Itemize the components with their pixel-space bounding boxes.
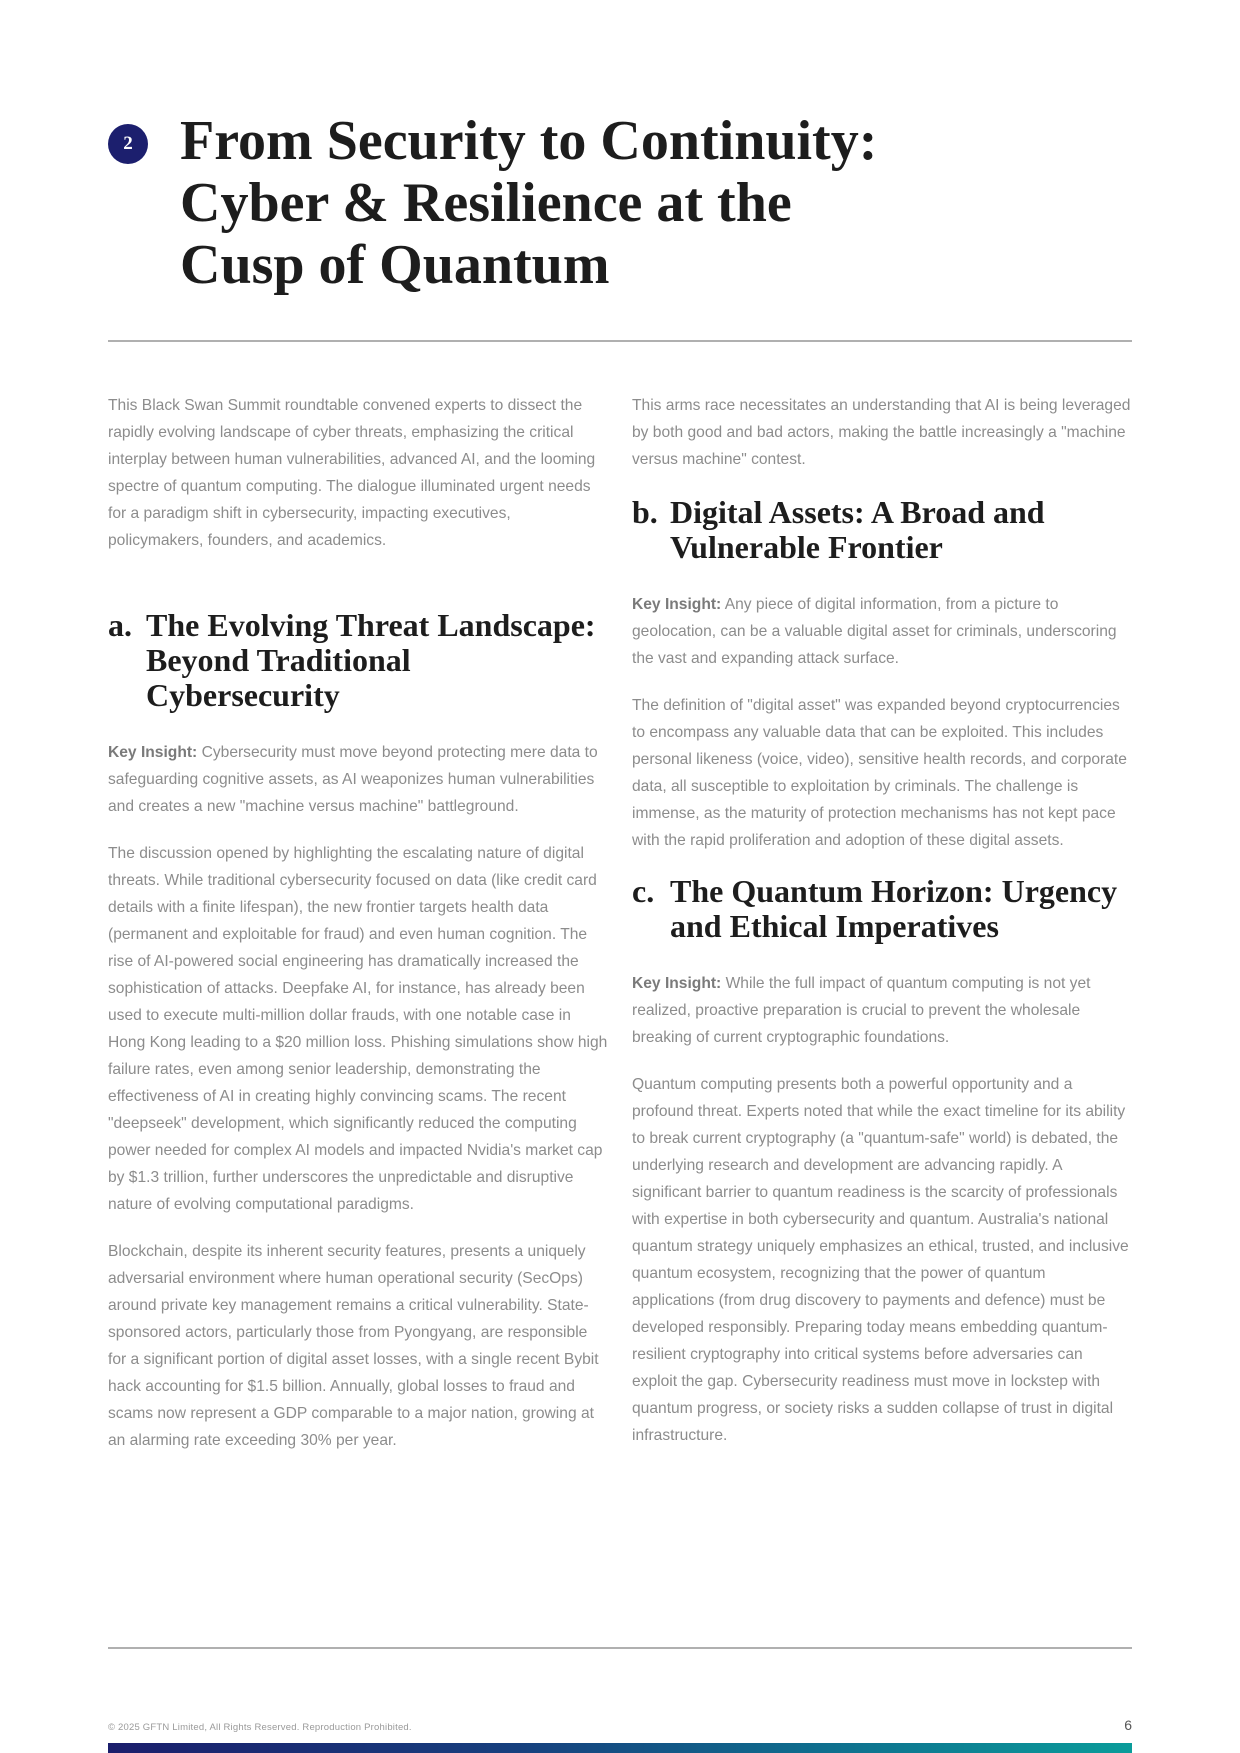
page-number: 6 [1124,1717,1132,1733]
section-b-heading [632,495,1132,565]
footer-divider [108,1647,1132,1649]
key-insight-text: Any piece of digital information, from a picture to geolocation, can be a valuable digital asset for criminals, underscoring the vast and expanding attack surface. [632,596,1117,667]
section-title: The Evolving Threat Landscape: Beyond Traditional Cybersecurity [146,607,596,713]
right-column [632,392,1132,1469]
section-c-heading [632,874,1132,944]
left-column [108,392,608,1474]
title-line: Cusp of Quantum [180,234,610,296]
body-paragraph: This arms race necessitates an understanding that AI is being leveraged by both good and bad actors, making the battle increasingly a "machine versus machine" contest. [632,397,1131,468]
key-insight-label: Key Insight: [632,975,722,992]
section-title: Digital Assets: A Broad and Vulnerable Frontier [670,494,1045,565]
body-paragraph: The discussion opened by highlighting the escalating nature of digital threats. While traditional cybersecurity focused on data (like credit card details with a finite lifespan), the new frontier targets health data (permanent and exploitable for fraud) and even human cognition. The rise of AI-powered social engineering has dramatically increased the sophistication of attacks. Deepfake AI, for instance, has already been used to execute multi-million dollar frauds, with one notable case in Hong Kong leading to a $20 million loss. Phishing simulations show high failure rates, even among senior leadership, demonstrating the effectiveness of AI in creating highly convincing scams. The recent "deepseek" development, which significantly reduced the computing power needed for complex AI models and impacted Nvidia's market cap by $1.3 trillion, further underscores the unpredictable and disruptive nature of evolving computational paradigms. [108,845,608,1213]
body-paragraph: Quantum computing presents both a powerful opportunity and a profound threat. Experts noted that while the exact timeline for its ability to break current cryptography (a "quantum-safe" world) is debated, the underlying research and development are advancing rapidly. A significant barrier to quantum readiness is the scarcity of professionals with expertise in both cybersecurity and quantum. Australia's national quantum strategy uniquely emphasizes an ethical, trusted, and inclusive quantum ecosystem, recognizing that the power of quantum applications (from drug discovery to payments and defence) must be developed responsibly. Preparing today means embedding quantum-resilient cryptography into critical systems before adversaries can exploit the gap. Cybersecurity readiness must move in lockstep with quantum progress, or society risks a sudden collapse of trust in digital infrastructure. [632,1076,1129,1444]
body-paragraph: The definition of "digital asset" was expanded beyond cryptocurrencies to encompass any valuable data that can be exploited. This includes personal likeness (voice, video), sensitive health records, and corporate data, all susceptible to exploitation by criminals. The challenge is immense, as the maturity of protection mechanisms has not kept pace with the rapid proliferation and adoption of these digital assets. [632,697,1127,849]
page-header [108,110,1132,296]
copyright-notice: © 2025 GFTN Limited, All Rights Reserved. Reproduction Prohibited. [108,1722,412,1733]
intro-paragraph: This Black Swan Summit roundtable convened experts to dissect the rapidly evolving landscape of cyber threats, emphasizing the critical interplay between human vulnerabilities, advanced AI, and the looming spectre of quantum computing. The dialogue illuminated urgent needs for a paradigm shift in cybersecurity, impacting executives, policymakers, founders, and academics. [108,397,596,549]
key-insight-label: Key Insight: [632,596,722,613]
section-letter: a. [108,607,132,643]
key-insight-c [632,970,1132,1051]
key-insight-label: Key Insight: [108,744,198,761]
key-insight-text: While the full impact of quantum computing is not yet realized, proactive preparation is crucial to prevent the wholesale breaking of current cryptographic foundations. [632,975,1091,1046]
key-insight-b [632,591,1132,672]
body-paragraph: Blockchain, despite its inherent security features, presents a uniquely adversarial environment where human operational security (SecOps) around private key management remains a critical vulnerability. State-sponsored actors, particularly those from Pyongyang, are responsible for a significant portion of digital asset losses, with a single recent Bybit hack accounting for $1.5 billion. Annually, global losses to fraud and scams now represent a GDP comparable to a major nation, growing at an alarming rate exceeding 30% per year. [108,1243,599,1449]
section-a-heading [108,608,608,713]
key-insight-text: Cybersecurity must move beyond protecting mere data to safeguarding cognitive assets, as AI weaponizes human vulnerabilities and creates a new "machine versus machine" battleground. [108,744,598,815]
title-line: From Security to Continuity: [180,110,878,172]
section-number-badge: 2 [108,124,148,164]
footer-gradient-bar [108,1743,1132,1753]
section-letter: c. [632,873,655,909]
page-title [180,110,1060,296]
header-divider [108,340,1132,342]
title-line: Cyber & Resilience at the [180,172,792,234]
section-title: The Quantum Horizon: Urgency and Ethical Imperatives [670,873,1118,944]
key-insight-a [108,739,608,820]
section-letter: b. [632,494,658,530]
